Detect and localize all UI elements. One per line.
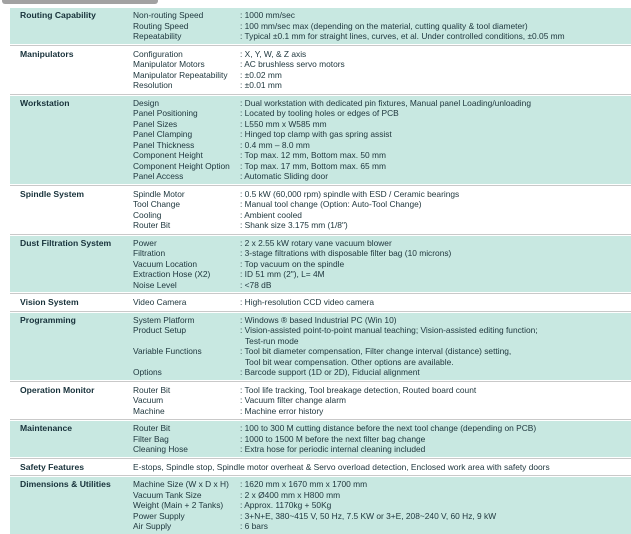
section-rows [133,462,631,473]
spec-value [240,70,631,81]
spec-value-line: : 6 bars [240,521,268,531]
spec-value-line: : Windows ® based Industrial PC (Win 10) [240,314,397,325]
section-programming [10,313,631,380]
spec-value-line: : ID 51 mm (2"), L= 4M [240,269,325,279]
spec-row [133,346,631,367]
spec-row [133,500,631,511]
spec-row [133,150,631,161]
spec-attribute-label: Resolution [133,80,173,90]
spec-value [240,434,631,445]
section-category-label: Operation Monitor [20,384,95,395]
spec-row [133,49,631,60]
section-dust-filtration-system [10,236,631,293]
spec-attribute-label: Panel Clamping [133,129,193,139]
spec-value [240,511,631,522]
spec-attribute-label: Noise Level [133,279,177,290]
spec-value-line: : Tool bit diameter compensation, Filter change interval (distance) setting, [240,346,512,356]
section-workstation [10,96,631,184]
spec-value-line: : L550 mm x W585 mm [240,118,327,129]
spec-attribute-label: Filter Bag [133,433,169,444]
spec-attribute-label: Panel Sizes [133,118,178,129]
spec-value-line: : Ambient cooled [240,209,302,220]
spec-value [240,346,631,367]
spec-attribute-label: Non-routing Speed [133,10,204,20]
spec-row [133,98,631,109]
spec-value [240,490,631,501]
spec-row [133,297,631,308]
spec-row [133,21,631,32]
section-maintenance [10,421,631,457]
spec-value-line: : X, Y, W, & Z axis [240,48,307,59]
spec-value-line: : Top vacuum on the spindle [240,258,345,269]
spec-value [240,49,631,60]
spec-attribute-label: Power [133,237,157,248]
section-routing-capability [10,8,631,44]
section-separator [10,293,631,294]
spec-value-line: : Top max. 12 mm, Bottom max. 50 mm [240,150,386,160]
spec-attribute-label: Manipulator Motors [133,59,205,69]
spec-attribute-label: Configuration [133,48,183,59]
spec-value [240,189,631,200]
spec-value-line: : High-resolution CCD video camera [240,297,375,307]
spec-value-line: : 1000 mm/sec [240,10,295,20]
section-category-label: Safety Features [20,461,85,472]
spec-row [133,119,631,130]
spec-value [240,59,631,70]
section-spindle-system [10,187,631,233]
spec-row [133,210,631,221]
spec-value-line: : 1000 to 1500 M before the next filter bag change [240,433,426,444]
spec-attribute-label: Component Height Option [133,160,230,171]
section-category-label: Dimensions & Utilities [20,479,111,489]
spec-attribute-label: Air Supply [133,521,172,531]
spec-attribute-label: Manipulator Repeatability [133,69,228,80]
spec-attribute-label: Panel Positioning [133,108,198,118]
spec-value [240,108,631,119]
spec-attribute-label: Component Height [133,150,203,160]
spec-attribute-label: Vacuum Location [133,258,198,269]
spec-value [240,21,631,32]
spec-value [240,238,631,249]
spec-attribute-label: Repeatability [133,31,182,41]
spec-value-line: : ±0.01 mm [240,80,282,90]
spec-value [240,210,631,221]
spec-attribute-label: Options [133,367,162,377]
section-separator [10,45,631,46]
spec-row [133,444,631,455]
section-separator [10,185,631,186]
spec-value [240,80,631,91]
spec-row [133,325,631,346]
spec-value-line: : 2 x 2.55 kW rotary vane vacuum blower [240,237,392,248]
spec-attribute-label: Filtration [133,248,166,258]
spec-value [240,171,631,182]
spec-row [133,189,631,200]
spec-attribute-label: System Platform [133,314,195,325]
spec-value [240,479,631,490]
spec-table [10,8,631,534]
spec-value-line: : 0.5 kW (60,000 rpm) spindle with ESD / Ceramic bearings [240,188,460,199]
section-separator [10,419,631,420]
section-category-label: Maintenance [20,423,73,433]
spec-row [133,59,631,70]
section-rows [133,189,631,231]
spec-row [133,70,631,81]
spec-value-line: : Approx. 1170kg + 50Kg [240,500,332,510]
spec-value [240,119,631,130]
spec-value [240,406,631,417]
section-separator [10,475,631,476]
spec-attribute-label: Spindle Motor [133,188,185,199]
spec-row [133,199,631,210]
spec-value-line: : Located by tooling holes or edges of PCB [240,108,399,118]
spec-value-line: : 2 x Ø400 mm x H800 mm [240,489,341,500]
spec-value-line: : 3-stage filtrations with disposable filter bag (10 microns) [240,248,452,258]
spec-row [133,385,631,396]
section-vision-system [10,295,631,310]
spec-value [240,259,631,270]
section-rows [133,315,631,378]
spec-value [240,161,631,172]
spec-row [133,269,631,280]
section-separator [10,311,631,312]
spec-value-line: : Tool life tracking, Tool breakage detection, Routed board count [240,384,477,395]
spec-value [240,395,631,406]
spec-row [133,140,631,151]
spec-row [133,31,631,42]
spec-value [240,385,631,396]
spec-value-line: : 100 mm/sec max (depending on the material, cutting quality & tool diameter) [240,20,528,31]
section-rows [133,297,631,308]
section-operation-monitor [10,383,631,419]
spec-attribute-label: Variable Functions [133,346,202,356]
section-separator [10,458,631,459]
spec-value [240,199,631,210]
spec-row [133,395,631,406]
section-category-label: Routing Capability [20,10,96,20]
section-category-label: Spindle System [20,188,84,199]
section-separator [10,381,631,382]
spec-attribute-label: Router Bit [133,423,171,433]
spec-row [133,479,631,490]
spec-value-line: : Hinged top clamp with gas spring assist [240,129,392,139]
section-rows [133,385,631,417]
spec-attribute-label: Weight (Main + 2 Tanks) [133,500,224,510]
spec-attribute-label: Cooling [133,209,162,220]
spec-value-line: : Extra hose for periodic internal cleaning included [240,444,426,454]
spec-value [240,423,631,434]
section-rows [133,238,631,291]
spec-value [240,521,631,532]
spec-attribute-label: Tool Change [133,199,181,209]
spec-row [133,171,631,182]
spec-row [133,511,631,522]
section-category-label: Programming [20,314,76,325]
spec-row [133,423,631,434]
spec-value-line: : Typical ±0.1 mm for straight lines, curves, et al. Under controlled conditions, ±0.05 mm [240,31,565,41]
spec-value [240,10,631,21]
section-category-label: Workstation [20,97,70,108]
spec-row [133,521,631,532]
spec-row [133,406,631,417]
spec-row [133,315,631,326]
spec-value [240,140,631,151]
spec-value-line: Tool bit wear compensation. Other options are available. [245,356,454,367]
spec-value [240,150,631,161]
section-rows [133,423,631,455]
spec-row [133,280,631,291]
section-manipulators [10,47,631,93]
spec-row [133,129,631,140]
spec-value [240,248,631,259]
spec-value-line: : 0.4 mm – 8.0 mm [240,139,310,150]
spec-value [240,129,631,140]
spec-attribute-label: Vacuum [133,395,164,405]
spec-attribute-label: Routing Speed [133,20,189,31]
spec-attribute-label: Video Camera [133,297,187,307]
spec-attribute-label: Design [133,97,160,108]
spec-row [133,259,631,270]
spec-row [133,108,631,119]
spec-value-line: : AC brushless servo motors [240,59,345,69]
section-dimensions-utilities [10,477,631,534]
spec-row [133,80,631,91]
spec-row [133,10,631,21]
spec-value [240,269,631,280]
spec-value-line: : Manual tool change (Option: Auto-Tool Change) [240,199,422,209]
section-separator [10,234,631,235]
spec-value-line: : 3+N+E, 380~415 V, 50 Hz, 7.5 KW or 3+E, 208~240 V, 60 Hz, 9 kW [240,510,497,521]
spec-row [133,161,631,172]
spec-attribute-label: Extraction Hose (X2) [133,269,211,279]
section-rows [133,98,631,182]
section-category-label: Dust Filtration System [20,237,112,248]
spec-value-line: : <78 dB [240,279,272,290]
top-tab-fragment [2,0,158,4]
spec-value-line: : ±0.02 mm [240,69,282,80]
spec-value-line: : Barcode support (1D or 2D), Fiducial alignment [240,367,420,377]
spec-value [240,220,631,231]
spec-value-line: : Shank size 3.175 mm (1/8") [240,220,348,230]
spec-attribute-label: Vacuum Tank Size [133,489,202,500]
spec-value [240,98,631,109]
spec-attribute-label: Router Bit [133,384,171,395]
spec-value [240,325,631,346]
spec-value-line: : Vacuum filter change alarm [240,395,346,405]
spec-row [133,220,631,231]
spec-attribute-label: Router Bit [133,220,171,230]
spec-value [240,500,631,511]
spec-attribute-label: Cleaning Hose [133,444,188,454]
spec-value-line: : Dual workstation with dedicated pin fixtures, Manual panel Loading/unloading [240,97,531,108]
spec-attribute-label: Machine Size (W x D x H) [133,479,229,489]
section-category-label: Vision System [20,297,79,307]
spec-attribute-label: Machine [133,405,165,416]
spec-value-line: : Top max. 17 mm, Bottom max. 65 mm [240,160,386,171]
spec-row [133,238,631,249]
spec-attribute-label: Panel Access [133,171,184,181]
section-rows [133,49,631,91]
spec-value-line: : 100 to 300 M cutting distance before the next tool change (depending on PCB) [240,423,537,433]
spec-row [133,248,631,259]
section-rows [133,479,631,532]
spec-row [133,490,631,501]
spec-value-line: : 1620 mm x 1670 mm x 1700 mm [240,479,368,489]
spec-attribute-label: Power Supply [133,510,185,521]
spec-value [240,444,631,455]
spec-attribute-label: Product Setup [133,325,187,335]
spec-value [240,367,631,378]
section-full-text: E-stops, Spindle stop, Spindle motor overheat & Servo overload detection, Enclosed work area with safety doors [133,461,550,472]
section-separator [10,94,631,95]
spec-value-line: : Vision-assisted point-to-point manual teaching; Vision-assisted editing function; [240,325,538,335]
spec-value [240,31,631,42]
spec-value-line: : Machine error history [240,405,324,416]
spec-value [240,315,631,326]
section-rows [133,10,631,42]
spec-attribute-label: Panel Thickness [133,139,195,150]
spec-row [133,367,631,378]
spec-value [240,297,631,308]
section-safety-features [10,460,631,475]
spec-value [240,280,631,291]
spec-value-line: : Automatic Sliding door [240,171,328,181]
spec-row [133,434,631,445]
section-category-label: Manipulators [20,48,74,59]
spec-value-line: Test-run mode [245,335,299,346]
